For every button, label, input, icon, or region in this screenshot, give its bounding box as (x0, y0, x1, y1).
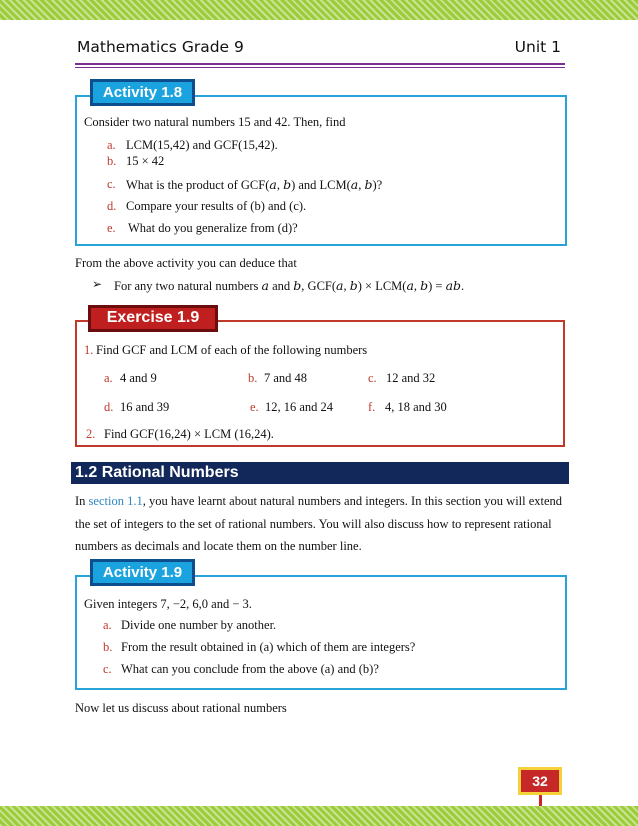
exercise-q2-text: Find GCF(16,24) × LCM (16,24). (104, 427, 274, 441)
closing-sentence: Now let us discuss about rational numbers (75, 701, 287, 715)
activity-1-8-tab: Activity 1.8 (90, 79, 195, 106)
activity-1-9-label-a: a. (103, 618, 112, 632)
bullet-arrow-icon: ➢ (92, 277, 103, 291)
activity-1-8-label-b: b. (107, 154, 117, 168)
activity-1-9-tab: Activity 1.9 (90, 559, 195, 586)
activity-1-9-item-c: What can you conclude from the above (a) and (b)? (121, 662, 379, 676)
activity-1-9-label-b: b. (103, 640, 113, 654)
header-rule (75, 63, 565, 65)
exercise-part-b: 7 and 48 (264, 371, 308, 385)
activity-1-9-intro: Given integers 7, −2, 6,0 and − 3. (84, 597, 252, 611)
top-decorative-band (0, 0, 638, 20)
deduce-lead: From the above activity you can deduce that (75, 256, 297, 270)
exercise-label-c: c. (368, 371, 377, 385)
activity-1-8-label-d: d. (107, 199, 117, 213)
header-title: Mathematics Grade 9 (77, 38, 244, 56)
page-header (77, 38, 561, 60)
exercise-label-a: a. (104, 371, 113, 385)
section-1-1-link[interactable]: section 1.1 (88, 494, 143, 508)
activity-1-8-label-c: c. (107, 177, 116, 191)
exercise-label-b: b. (248, 371, 258, 385)
exercise-label-f: f. (368, 400, 376, 414)
activity-1-8-item-b: 15 × 42 (126, 154, 165, 168)
exercise-part-a: 4 and 9 (120, 371, 157, 385)
exercise-part-c: 12 and 32 (386, 371, 436, 385)
paragraph-post: , you have learnt about natural numbers and integers. In this section you will extend (142, 494, 563, 508)
section-paragraph-line-2: the set of integers to the set of rational numbers. You will also discuss how to represent rational (75, 517, 552, 531)
page-number: 32 (518, 767, 562, 795)
exercise-label-d: d. (104, 400, 114, 414)
exercise-label-e: e. (250, 400, 259, 414)
header-rule-thin (75, 67, 565, 68)
activity-1-8-intro: Consider two natural numbers 15 and 42. Then, find (84, 115, 346, 129)
exercise-1-9-tab: Exercise 1.9 (88, 305, 218, 332)
page-number-stem (539, 795, 542, 806)
section-heading (71, 462, 569, 484)
exercise-q1-text: Find GCF and LCM of each of the following numbers (96, 343, 368, 357)
exercise-q2-number: 2. (86, 427, 96, 441)
activity-1-8-label-e: e. (107, 221, 116, 235)
activity-1-8-item-d: Compare your results of (b) and (c). (126, 199, 307, 213)
header-unit: Unit 1 (514, 38, 561, 56)
activity-1-9-item-a: Divide one number by another. (121, 618, 277, 632)
section-title: 1.2 Rational Numbers (75, 464, 239, 481)
deduce-statement: For any two natural numbers 𝑎 and 𝑏, GCF(𝑎, 𝑏) × LCM(𝑎, 𝑏) = 𝑎𝑏. (114, 279, 465, 293)
section-paragraph-line-3: numbers as decimals and locate them on the number line. (75, 539, 362, 553)
exercise-part-e: 12, 16 and 24 (265, 400, 334, 414)
activity-1-9-label-c: c. (103, 662, 112, 676)
activity-1-9-item-b: From the result obtained in (a) which of them are integers? (121, 640, 416, 654)
activity-1-8-item-e: What do you generalize from (d)? (128, 221, 298, 235)
section-paragraph-line-1 (75, 494, 562, 509)
exercise-part-f: 4, 18 and 30 (385, 400, 447, 414)
activity-1-8-label-a: a. (107, 138, 116, 152)
exercise-q1-number: 1. (84, 343, 94, 357)
activity-1-8-item-c: What is the product of GCF(𝑎, 𝑏) and LCM(𝑎, 𝑏)? (126, 178, 383, 192)
activity-1-8-item-a: LCM(15,42) and GCF(15,42). (126, 138, 278, 152)
exercise-part-d: 16 and 39 (120, 400, 170, 414)
paragraph-pre: In (75, 494, 89, 508)
bottom-decorative-band (0, 806, 638, 826)
